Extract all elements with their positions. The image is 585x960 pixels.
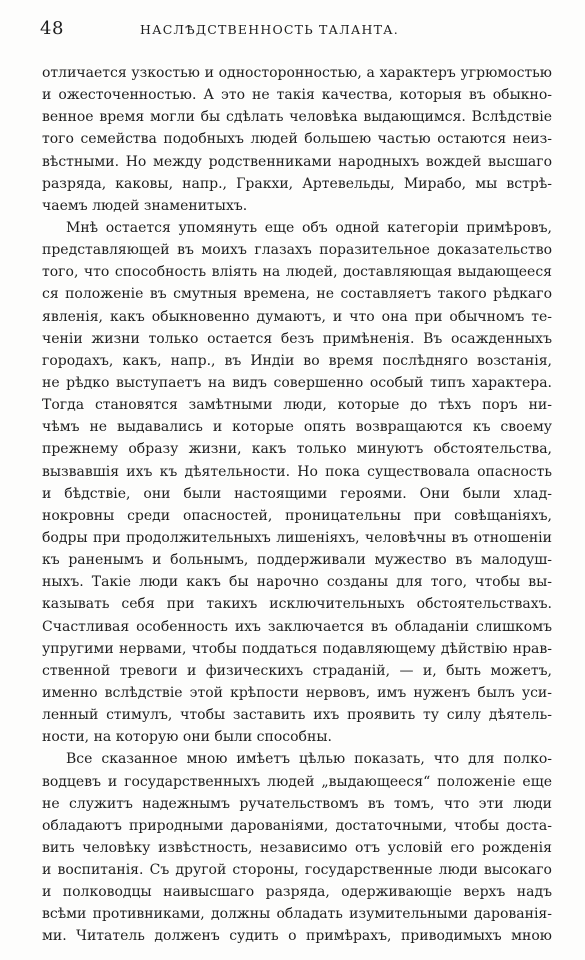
text-line: разряда, каковы, напр., Гракхи, Артевельды, Мирабо, мы встрѣ- [42, 175, 552, 192]
text-line: Мнѣ остается упомянуть еще объ одной категоріи примѣровъ, [66, 219, 552, 236]
text-line: Все сказанное мною имѣетъ цѣлью показать, что для полко- [66, 751, 552, 768]
running-title: НАСЛѢДСТВЕННОСТЬ ТАЛАНТА. [140, 22, 399, 37]
page-header [40, 18, 555, 42]
text-line: ленный стимулъ, чтобы заставить ихъ проявить ту силу дѣятель- [42, 707, 552, 724]
text-line: Счастливая особенность ихъ заключается въ обладаніи слишкомъ [42, 618, 552, 635]
text-line: бодры при продолжительныхъ лишеніяхъ, человѣчны въ отношеніи [42, 529, 552, 546]
text-line: къ раненымъ и больнымъ, поддерживали мужество въ малодуш- [42, 552, 552, 569]
text-line: венное время могли бы сдѣлать человѣка выдающимся. Вслѣдствіе [42, 109, 552, 126]
text-line: ности, на которую они были способны. [42, 729, 332, 746]
text-line: не рѣдко выступаетъ на видъ совершенно особый типъ характера. [42, 374, 552, 391]
text-line: того семейства подобныхъ людей большею частью остаются неиз- [42, 131, 552, 148]
page-number: 48 [40, 18, 64, 39]
paragraph [42, 62, 552, 217]
text-line: ми. Читатель долженъ судить о примѣрахъ, приводимыхъ мною [42, 928, 552, 945]
text-line: именно вслѣдствіе этой крѣпости нервовъ, имъ нуженъ былъ уси- [42, 684, 552, 701]
text-line: водцевъ и государственныхъ людей „выдающееся“ положеніе еще [42, 773, 552, 790]
text-line: отличается узкостью и односторонностью, а характеръ угрюмостью [42, 65, 552, 81]
text-line: ственной тревоги и физическихъ страданій, — и, быть можетъ, [42, 662, 552, 679]
text-line: ченіи жизни только остается безъ примѣненія. Въ осажденныхъ [42, 330, 552, 347]
paragraph [42, 748, 552, 947]
text-line: чаемъ людей знаменитыхъ. [42, 197, 248, 214]
body-text [42, 62, 552, 948]
text-line: вѣстными. Но между родственниками народныхъ вождей высшаго [42, 153, 552, 170]
text-line: чѣмъ не выдавались и которые опять возвращаются къ своему [42, 419, 552, 436]
text-line: и бѣдствіе, они были настоящими героями. Они были хлад- [42, 485, 552, 502]
text-line: вызвавшія ихъ къ дѣятельности. Но пока существовала опасность [42, 463, 552, 480]
text-line: ся положеніе въ смутныя времена, не составляетъ такого рѣдкаго [42, 286, 552, 303]
text-line: того, что способность вліять на людей, доставляющая выдающееся [42, 264, 552, 281]
text-line: явленія, какъ обыкновенно думаютъ, и что она при обычномъ те- [42, 308, 552, 325]
text-line: ныхъ. Такіе люди какъ бы нарочно созданы для того, чтобы вы- [42, 574, 552, 591]
text-line: и ожесточенностью. А это не такія качества, которыя въ обыкно- [42, 87, 552, 104]
paragraph [42, 217, 552, 748]
text-line: вить человѣку извѣстность, независимо отъ условій его рожденія [42, 839, 552, 856]
text-line: обладаютъ природными дарованіями, достаточными, чтобы доста- [42, 817, 552, 834]
text-line: и воспитанія. Съ другой стороны, государственные люди высокаго [42, 862, 552, 879]
text-line: и полководцы наивысшаго разряда, одерживающіе верхъ надъ [42, 884, 552, 901]
text-line: казывать себя при такихъ исключительныхъ обстоятельствахъ. [42, 596, 552, 613]
text-line: всѣми противниками, должны обладать изумительными дарованія- [42, 906, 552, 923]
text-line: представляющей въ моихъ глазахъ поразительное доказательство [42, 242, 552, 259]
text-line: Тогда становятся замѣтными люди, которые до тѣхъ поръ ни- [42, 397, 552, 414]
text-line: нокровны среди опасностей, проницательны при совѣщаніяхъ, [42, 507, 552, 524]
text-line: прежнему образу жизни, какъ только минуютъ обстоятельства, [42, 441, 552, 458]
text-line: упругими нервами, чтобы поддаться подавляющему дѣйствію нрав- [42, 640, 552, 657]
text-line: городахъ, какъ, напр., въ Индіи во время послѣдняго возстанія, [42, 352, 552, 369]
text-line: не служитъ надежнымъ ручательствомъ въ томъ, что эти люди [42, 795, 552, 812]
